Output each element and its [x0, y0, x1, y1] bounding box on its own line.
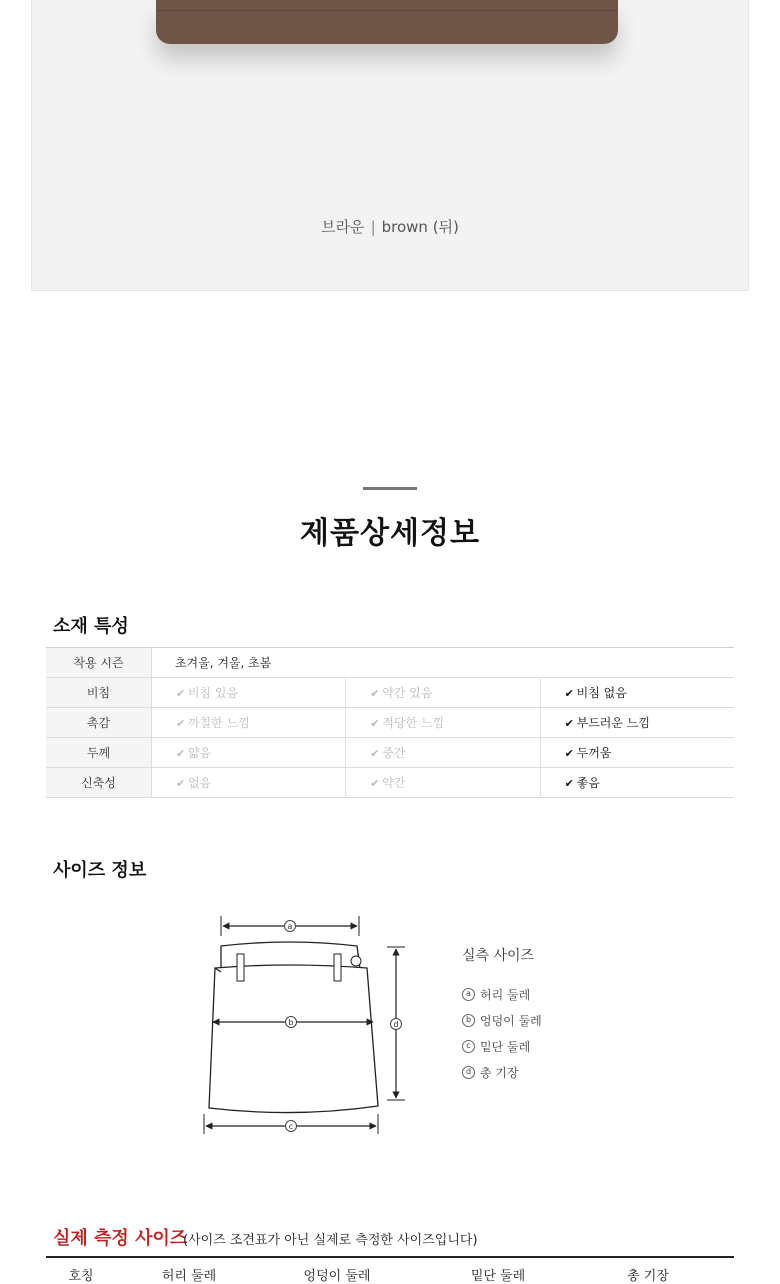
check-icon: ✔ [370, 777, 380, 790]
legend-text: 허리 둘레 [480, 987, 531, 1002]
material-table [46, 647, 734, 798]
marker-a-label: a [287, 922, 293, 931]
material-option-text: 두꺼움 [576, 746, 612, 760]
skirt-image [156, 0, 618, 44]
material-option-text: 중간 [382, 746, 406, 760]
measure-column-header: 총 기장 [627, 1269, 669, 1284]
season-row [46, 648, 734, 678]
material-option [346, 768, 540, 798]
title-divider [363, 487, 417, 490]
check-icon: ✔ [370, 747, 380, 760]
material-option [151, 738, 345, 768]
check-icon: ✔ [564, 747, 574, 760]
season-value: 초겨울, 겨울, 초봄 [151, 648, 734, 678]
legend-marker: c [462, 1040, 475, 1053]
marker-c-hem [204, 1114, 378, 1134]
material-option [540, 768, 734, 798]
material-row-label: 비침 [46, 678, 151, 708]
material-option-text: 비침 없음 [576, 686, 627, 700]
material-option-text: 좋음 [576, 776, 600, 790]
photo-caption [32, 216, 748, 237]
season-label: 착용 시즌 [46, 648, 151, 678]
material-option [151, 708, 345, 738]
marker-d-label: d [393, 1020, 399, 1029]
caption-color-en: brown (뒤) [381, 218, 459, 236]
legend-text: 밑단 둘레 [480, 1039, 531, 1054]
material-option-text: 약간 [382, 776, 406, 790]
measure-column-header: 호칭 [68, 1269, 94, 1284]
material-option [346, 708, 540, 738]
measure-table-top-border [46, 1256, 734, 1258]
material-option [540, 678, 734, 708]
material-row-label: 신축성 [46, 768, 151, 798]
skirt-size-diagram [195, 910, 410, 1140]
caption-separator: | [370, 218, 376, 236]
material-option-text: 비침 있음 [187, 686, 239, 700]
legend-text: 총 기장 [480, 1065, 519, 1080]
material-option [346, 678, 540, 708]
section-title: 제품상세정보 [300, 516, 480, 551]
material-row-label: 촉감 [46, 708, 151, 738]
product-photo [31, 0, 749, 291]
size-info-title: 사이즈 정보 [53, 860, 147, 881]
marker-a-waist [221, 916, 359, 936]
legend-title: 실측 사이즈 [462, 948, 535, 964]
legend-item [462, 1059, 542, 1085]
check-icon: ✔ [370, 687, 380, 700]
material-option-text: 약간 있음 [382, 686, 433, 700]
legend-item [462, 1033, 542, 1059]
legend-item [462, 981, 542, 1007]
legend-marker: b [462, 1014, 475, 1027]
material-option [151, 768, 345, 798]
measure-note: (사이즈 조견표가 아닌 실제로 측정한 사이즈입니다) [183, 1233, 478, 1248]
measure-column-header: 허리 둘레 [161, 1269, 217, 1284]
size-legend [462, 945, 542, 1085]
material-row-label: 두께 [46, 738, 151, 768]
check-icon: ✔ [564, 717, 574, 730]
check-icon: ✔ [564, 687, 574, 700]
material-option [540, 708, 734, 738]
material-title: 소재 특성 [53, 616, 129, 637]
material-row [46, 738, 734, 768]
legend-text: 엉덩이 둘레 [480, 1013, 542, 1028]
material-option [346, 738, 540, 768]
check-icon: ✔ [175, 687, 186, 700]
check-icon: ✔ [564, 777, 574, 790]
measure-column-header: 엉덩이 둘레 [303, 1269, 371, 1284]
material-option-text: 까칠한 느낌 [187, 716, 250, 730]
material-option-text: 부드러운 느낌 [576, 716, 650, 730]
legend-marker: d [462, 1066, 475, 1079]
material-option-text: 얇음 [187, 746, 212, 760]
check-icon: ✔ [175, 777, 186, 790]
material-option-text: 적당한 느낌 [382, 716, 445, 730]
caption-color-ko: 브라운 [321, 218, 365, 236]
marker-d-length [387, 947, 405, 1100]
check-icon: ✔ [175, 717, 186, 730]
material-option [540, 738, 734, 768]
material-row [46, 678, 734, 708]
material-option-text: 없음 [187, 776, 212, 790]
measure-title: 실제 측정 사이즈 [53, 1228, 188, 1249]
material-option [151, 678, 345, 708]
marker-c-label: c [288, 1122, 294, 1131]
check-icon: ✔ [370, 717, 380, 730]
check-icon: ✔ [175, 747, 186, 760]
legend-item [462, 1007, 542, 1033]
marker-b-label: b [288, 1018, 294, 1027]
material-row [46, 708, 734, 738]
measure-column-header: 밑단 둘레 [470, 1269, 526, 1284]
material-row [46, 768, 734, 798]
legend-marker: a [462, 988, 475, 1001]
